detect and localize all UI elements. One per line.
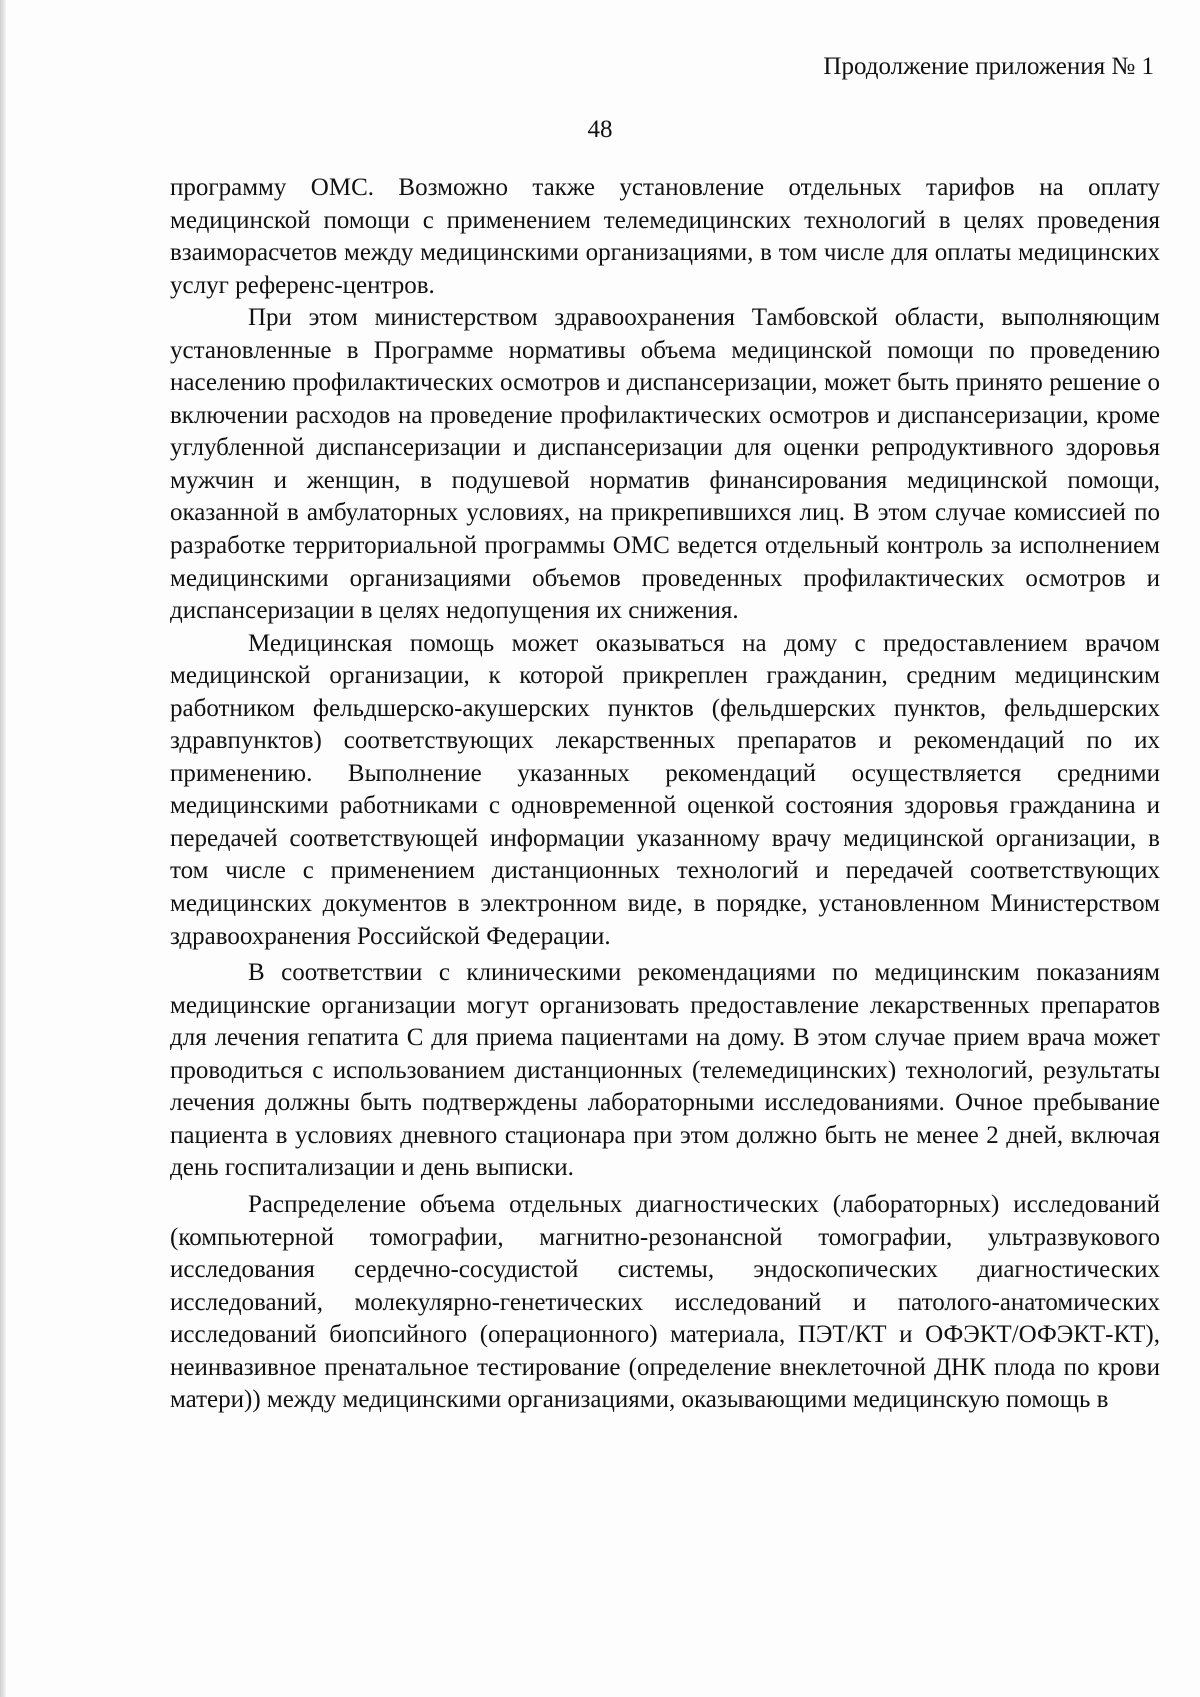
document-body [170,172,1160,1417]
scan-edge [0,0,6,1697]
paragraph-continuation: программу ОМС. Возможно также установление отдельных тарифов на оплату медицинской помощи с применением телемедицинских технологий в целях проведения взаиморасчетов между медицинскими организациями, в том числе для оплаты медицинских услуг референс-центров. [170,174,1160,299]
page-number: 48 [587,116,613,143]
paragraph-hepatitis-c: В соответствии с клиническими рекомендациями по медицинским показаниям медицинские организации могут организовать предоставление лекарственных препаратов для лечения гепатита С для приема пациентами на дому. В этом случае прием врача может проводиться с использованием дистанционных (телемедицинских) технологий, результаты лечения должны быть подтверждены лабораторными исследованиями. Очное пребывание пациента в условиях дневного стационара при этом должно быть не менее 2 дней, включая день госпитализации и день выписки. [170,959,1160,1182]
paragraph-home-care: Медицинская помощь может оказываться на дому с предоставлением врачом медицинской организации, к которой прикреплен гражданин, средним медицинским работником фельдшерско-акушерских пунктов (фельдшерских пунктов, фельдшерских здравпунктов) соответствующих лекарственных препаратов и рекомендаций по их применению. Выполнение указанных рекомендаций осуществляется средними медицинскими работниками с одновременной оценкой состояния здоровья гражданина и передачей соответствующей информации указанному врачу медицинской организации, в том числе с применением дистанционных технологий и передачей соответствующих медицинских документов в электронном виде, в порядке, установленном Министерством здравоохранения Российской Федерации. [170,629,1160,950]
appendix-continuation-note: Продолжение приложения № 1 [823,53,1154,80]
paragraph-diagnostics-distribution: Распределение объема отдельных диагностических (лабораторных) исследований (компьютерной томографии, магнитно-резонансной томографии, ультразвукового исследования сердечно-сосудистой системы, эндоскопических диагностических исследований, молекулярно-генетических исследований и патолого-анатомических исследований биопсийного (операционного) материала, ПЭТ/КТ и ОФЭКТ/ОФЭКТ-КТ), неинвазивное пренатальное тестирование (определение внеклеточной ДНК плода по крови матери)) между медицинскими организациями, оказывающими медицинскую помощь в [170,1190,1160,1414]
paragraph-preventive-exams: При этом министерством здравоохранения Тамбовской области, выполняющим установленные в Программе нормативы объема медицинской помощи по проведению населению профилактических осмотров и диспансеризации, может быть принято решение о включении расходов на проведение профилактических осмотров и диспансеризации, кроме углубленной диспансеризации и диспансеризации для оценки репродуктивного здоровья мужчин и женщин, в подушевой норматив финансирования медицинской помощи, оказанной в амбулаторных условиях, на прикрепившихся лиц. В этом случае комиссией по разработке территориальной программы ОМС ведется отдельный контроль за исполнением медицинскими организациями объемов проведенных профилактических осмотров и диспансеризации в целях недопущения их снижения. [170,304,1160,625]
